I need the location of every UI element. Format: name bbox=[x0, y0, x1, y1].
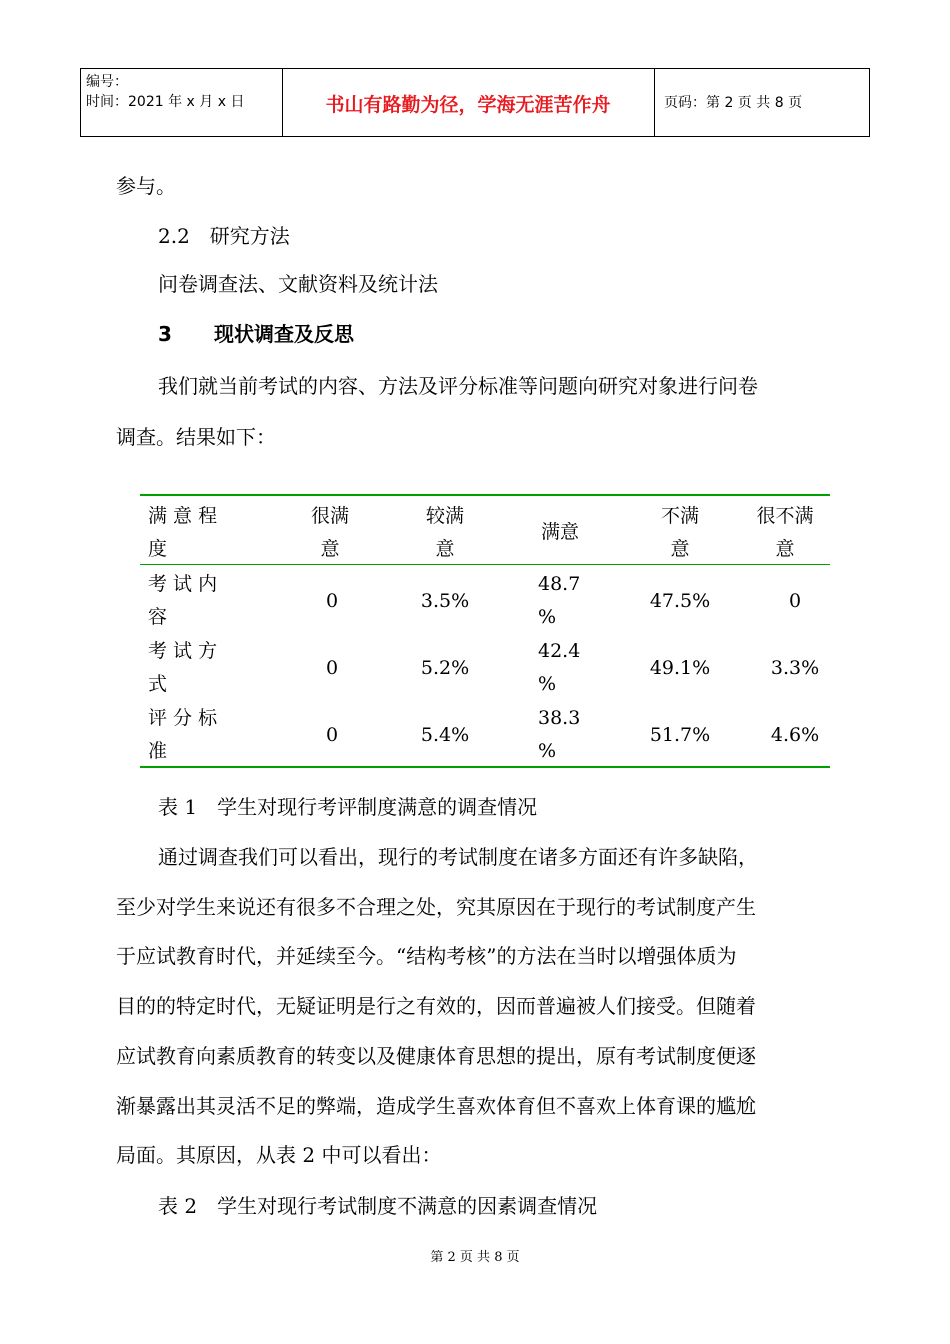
table-cell: 5.4% bbox=[420, 724, 470, 746]
section-3-number: 3 bbox=[158, 322, 172, 346]
header-right-border bbox=[869, 68, 870, 136]
table-cell: 47.5% bbox=[649, 590, 711, 612]
table-cell: 42.4 % bbox=[538, 640, 581, 695]
paragraph-line: 通过调查我们可以看出，现行的考试制度在诸多方面还有许多缺陷， bbox=[158, 845, 758, 869]
table-cell: 3.3% bbox=[770, 657, 820, 679]
table-1-caption: 表 1 学生对现行考评制度满意的调查情况 bbox=[158, 795, 538, 819]
header-left-border bbox=[80, 68, 81, 136]
intro-line-1: 我们就当前考试的内容、方法及评分标准等问题向研究对象进行问卷 bbox=[158, 374, 758, 398]
table-header-cell: 很不满 意 bbox=[756, 505, 814, 560]
table-cell: 51.7% bbox=[649, 724, 711, 746]
page-footer: 第 2 页 共 8 页 bbox=[430, 1250, 520, 1265]
table-header-cell: 不满 意 bbox=[660, 505, 699, 560]
section-heading-2-2: 2.2 研究方法 bbox=[158, 224, 290, 248]
table-header-cell: 较满 意 bbox=[425, 505, 464, 560]
table-cell: 0 bbox=[325, 657, 339, 679]
table-cell: 48.7 % bbox=[538, 573, 581, 628]
methods-text: 问卷调查法、文献资料及统计法 bbox=[158, 272, 438, 296]
header-date: 时间：2021 年 x 月 x 日 bbox=[86, 94, 245, 110]
table-header-cell: 满意 bbox=[540, 521, 579, 543]
table-2-caption: 表 2 学生对现行考试制度不满意的因素调查情况 bbox=[158, 1194, 598, 1218]
table-cell: 4.6% bbox=[770, 724, 820, 746]
table-cell: 38.3 % bbox=[538, 707, 581, 762]
table-header-cell: 很满 意 bbox=[310, 505, 349, 560]
table-cell: 5.2% bbox=[420, 657, 470, 679]
header-divider-2 bbox=[654, 68, 655, 136]
table-cell: 49.1% bbox=[649, 657, 711, 679]
section-3-title: 现状调查及反思 bbox=[214, 322, 354, 346]
header-bottom-rule bbox=[80, 136, 870, 137]
table-cell: 0 bbox=[788, 590, 802, 612]
paragraph-line: 于应试教育时代，并延续至今。“结构考核”的方法在当时以增强体质为 bbox=[116, 944, 737, 968]
paragraph-line: 目的的特定时代，无疑证明是行之有效的，因而普遍被人们接受。但随着 bbox=[116, 994, 756, 1018]
table-cell: 0 bbox=[325, 724, 339, 746]
header-top-rule bbox=[80, 68, 870, 69]
paragraph-line: 局面。其原因，从表 2 中可以看出： bbox=[116, 1143, 442, 1167]
table-cell: 0 bbox=[325, 590, 339, 612]
paragraph-line: 至少对学生来说还有很多不合理之处，究其原因在于现行的考试制度产生 bbox=[116, 895, 756, 919]
intro-line-2: 调查。结果如下： bbox=[116, 425, 276, 449]
table-top-rule bbox=[140, 494, 830, 496]
table-header-cell: 满 意 程 度 bbox=[148, 505, 218, 560]
table-row-label: 评 分 标 准 bbox=[148, 707, 218, 762]
paragraph-line: 渐暴露出其灵活不足的弊端，造成学生喜欢体育但不喜欢上体育课的尴尬 bbox=[116, 1094, 756, 1118]
table-row-label: 考 试 内 容 bbox=[148, 573, 218, 628]
header-page-info: 页码：第 2 页 共 8 页 bbox=[664, 95, 803, 111]
header-motto: 书山有路勤为径，学海无涯苦作舟 bbox=[325, 94, 611, 116]
table-cell: 3.5% bbox=[420, 590, 470, 612]
header-divider-1 bbox=[282, 68, 283, 136]
paragraph-line: 应试教育向素质教育的转变以及健康体育思想的提出，原有考试制度便逐 bbox=[116, 1044, 756, 1068]
table-row-label: 考 试 方 式 bbox=[148, 640, 218, 695]
header-meta bbox=[86, 72, 244, 112]
header-number: 编号： bbox=[86, 74, 128, 90]
paragraph-continue: 参与。 bbox=[116, 174, 176, 198]
